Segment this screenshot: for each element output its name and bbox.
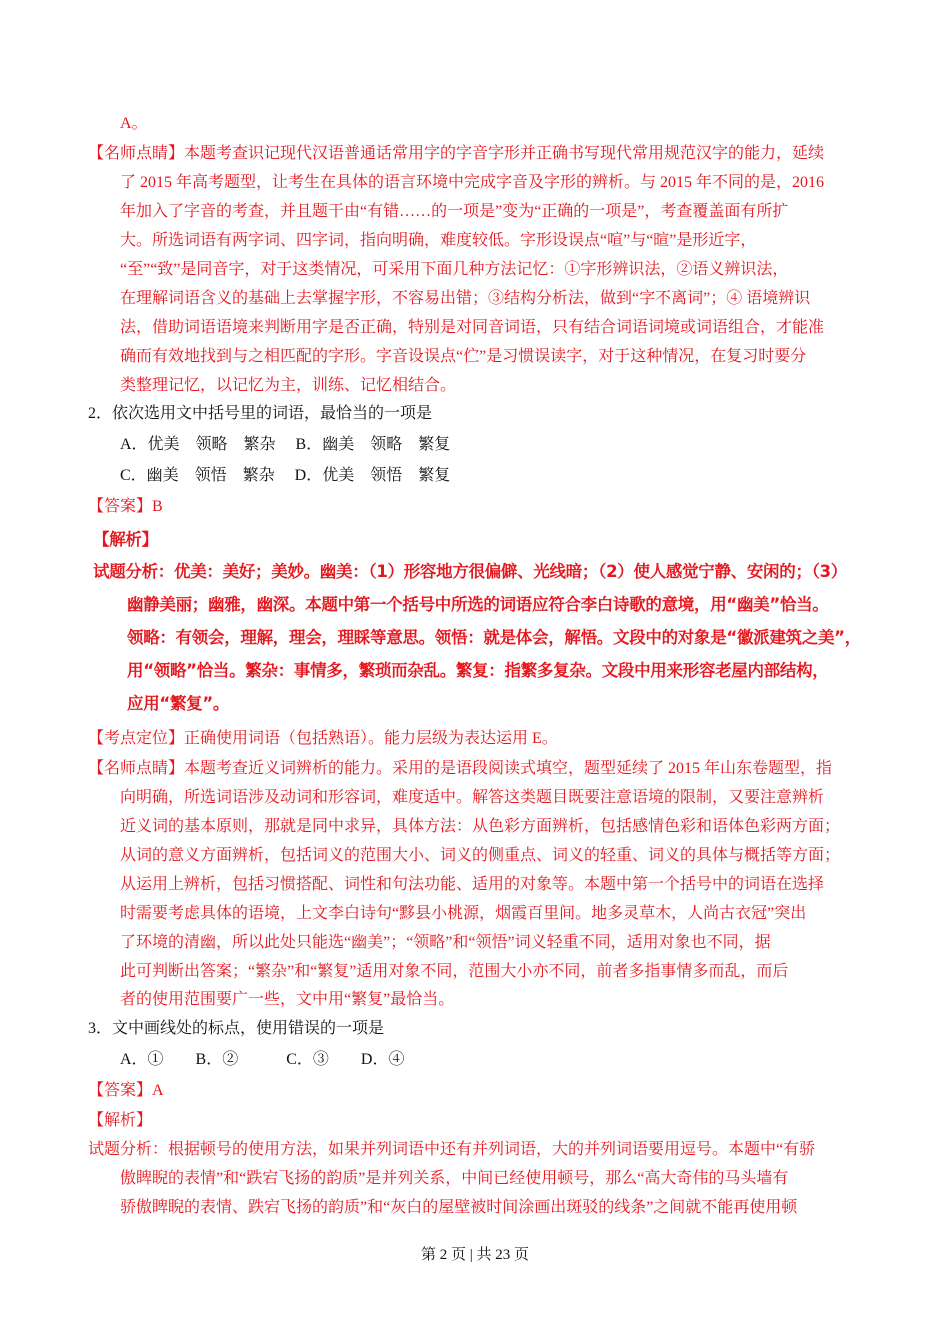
q1-teacher-comment-line: “至”“致”是同音字，对于这类情况，可采用下面几种方法记忆：①字形辨识法，②语义辨识法， <box>120 261 789 278</box>
q2-analysis-line: 应用“繁复”。 <box>127 694 230 713</box>
q2-question: 2．依次选用文中括号里的词语，最恰当的一项是 <box>88 405 433 422</box>
q2-options-row: C．幽美 领悟 繁杂 D．优美 领悟 繁复 <box>120 467 451 484</box>
q3-analysis-line: 试题分析：根据顿号的使用方法，如果并列词语中还有并列词语，大的并列词语要用逗号。本题中“有骄 <box>88 1141 816 1158</box>
q2-teacher-comment-line: 此可判断出答案；“繁杂”和“繁复”适用对象不同，范围大小亦不同，前者多指事情多而乱，而后 <box>120 963 789 980</box>
q2-analysis-line: 领略：有领会，理解，理会，理睬等意思。领悟：就是体会，解悟。文段中的对象是“徽派建筑之美”， <box>127 628 861 647</box>
q3-analysis-label: 【解析】 <box>88 1112 153 1129</box>
q3-answer: 【答案】A <box>88 1082 164 1099</box>
q1-teacher-comment-line: 大。所选词语有两字词、四字词，指向明确，难度较低。字形设误点“喧”与“暄”是形近字， <box>120 232 757 249</box>
q2-analysis-line: 幽静美丽；幽雅，幽深。本题中第一个括号中所选的词语应符合李白诗歌的意境，用“幽美”恰当。 <box>127 595 829 614</box>
q2-analysis-line: 用“领略”恰当。繁杂：事情多，繁琐而杂乱。繁复：指繁多复杂。文段中用来形容老屋内部结构， <box>127 661 829 680</box>
q1-teacher-comment-line: 【名师点睛】本题考查识记现代汉语普通话常用字的字音字形并正确书写现代常用规范汉字的能力，延续 <box>88 145 825 162</box>
q1-answer-end: A。 <box>120 115 148 132</box>
page-footer: 第 2 页 | 共 23 页 <box>420 1247 529 1263</box>
q2-teacher-comment-line: 时需要考虑具体的语境，上文李白诗句“黟县小桃源，烟霞百里间。地多灵草木，人尚古衣冠”突出 <box>120 905 807 922</box>
q2-key-point: 【考点定位】正确使用词语（包括熟语）。能力层级为表达运用 E。 <box>88 730 558 747</box>
q1-teacher-comment-line: 确而有效地找到与之相匹配的字形。字音设误点“伫”是习惯误读字，对于这种情况，在复习时要分 <box>120 348 807 365</box>
q2-teacher-comment-line: 从运用上辨析，包括习惯搭配、词性和句法功能、适用的对象等。本题中第一个括号中的词语在选择 <box>120 876 825 893</box>
q2-teacher-comment-line: 者的使用范围要广一些，文中用“繁复”最恰当。 <box>120 991 455 1008</box>
q2-teacher-comment-line: 了环境的清幽，所以此处只能选“幽美”；“领略”和“领悟”词义轻重不同，适用对象也不同，据 <box>120 934 771 951</box>
q1-teacher-comment-line: 了 2015 年高考题型，让考生在具体的语言环境中完成字音及字形的辨析。与 2015 年不同的是，2016 <box>120 174 825 191</box>
q1-teacher-comment-line: 在理解词语含义的基础上去掌握字形，不容易出错；③结构分析法，做到“字不离词”；④ 语境辨识 <box>120 290 811 307</box>
q2-teacher-comment-line: 近义词的基本原则，那就是同中求异，具体方法：从色彩方面辨析，包括感情色彩和语体色彩两方面； <box>120 818 841 835</box>
q1-teacher-comment-line: 法，借助词语语境来判断用字是否正确，特别是对同音词语，只有结合词语词境或词语组合，才能准 <box>120 319 825 336</box>
q1-teacher-comment-line: 类整理记忆，以记忆为主，训练、记忆相结合。 <box>120 377 457 394</box>
q3-question: 3．文中画线处的标点，使用错误的一项是 <box>88 1020 385 1037</box>
q1-teacher-comment-line: 年加入了字音的考查，并且题干由“有错……的一项是”变为“正确的一项是”，考查覆盖面有所扩 <box>120 203 789 220</box>
q3-analysis-line: 傲睥睨的表情”和“跌宕飞扬的韵质”是并列关系，中间已经使用顿号，那么“高大奇伟的马头墙有 <box>120 1170 789 1187</box>
q2-answer: 【答案】B <box>88 498 163 515</box>
q3-analysis-line: 骄傲睥睨的表情、跌宕飞扬的韵质”和“灰白的屋壁被时间涂画出斑驳的线条”之间就不能再使用顿 <box>120 1199 798 1216</box>
q2-teacher-comment-line: 向明确，所选词语涉及动词和形容词，难度适中。解答这类题目既要注意语境的限制，又要注意辨析 <box>120 789 825 806</box>
q2-analysis-line: 试题分析：优美：美好；美妙。幽美：（1）形容地方很偏僻、光线暗；（2）使人感觉宁静、安闲的；（3） <box>93 562 847 581</box>
q3-options-row: A．① B．② C．③ D．④ <box>120 1051 405 1068</box>
q2-analysis-label: 【解析】 <box>93 530 158 549</box>
q2-options-row: A．优美 领略 繁杂 B．幽美 领略 繁复 <box>120 436 451 453</box>
q2-teacher-comment-line: 【名师点睛】本题考查近义词辨析的能力。采用的是语段阅读式填空，题型延续了 2015 年山东卷题型，指 <box>88 760 833 777</box>
q2-teacher-comment-line: 从词的意义方面辨析，包括词义的范围大小、词义的侧重点、词义的轻重、词义的具体与概括等方面； <box>120 847 841 864</box>
